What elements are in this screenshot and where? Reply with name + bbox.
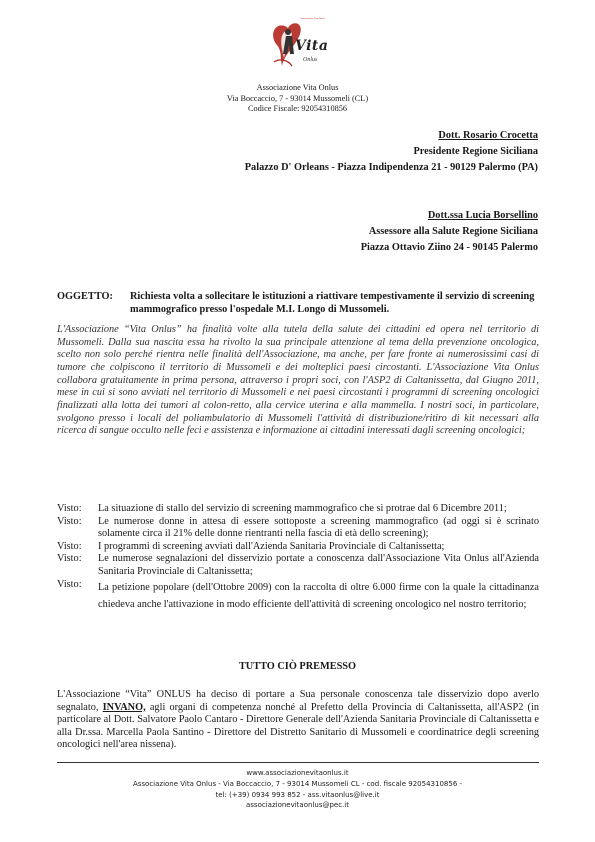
subject-line [57, 291, 539, 316]
visto-text: I programmi di screening avviati dall'Azienda Sanitaria Provinciale di Caltanissetta; [98, 540, 445, 552]
visto-text: La petizione popolare (dell'Ottobre 2009) con la raccolta di oltre 6.000 firme con la quale la cittadinanza chiedeva anche l'attivazione in modo efficiente dell'attività di screening oncologico nel nostro territorio; [98, 581, 539, 611]
visto-item [57, 553, 539, 578]
visto-label: Visto: [57, 540, 82, 552]
recipient-assessor [361, 208, 538, 255]
footer-pec: associazionevitaonlus@pec.it [246, 801, 349, 810]
final-text-before: L'Associazione “Vita” ONLUS ha deciso di portare a Sua personale conoscenza tale disservizio dopo averlo segnalato, [57, 689, 539, 713]
visto-item [57, 579, 539, 614]
logo-subtext: Onlus [303, 57, 318, 63]
visto-list [57, 503, 539, 614]
subject-text: Richiesta volta a sollecitare le istituzioni a riattivare tempestivamente il servizio di screening mammografico presso l'ospedale M.I. Longo di Mussomeli. [130, 291, 535, 315]
final-paragraph [57, 689, 539, 752]
visto-item [57, 541, 539, 554]
footer [0, 768, 595, 811]
final-text-after: agli organi di competenza nonché al Prefetto della Provincia di Caltanissetta, all'ASP2 (in particolare al Dott. Salvatore Paolo Cantaro - Direttore Generale dell'Azienda Sanitaria Provinciale di Caltanissetta e alla Dr.ssa. Marcella Paola Santino - Direttore del Distretto Sanitario di Mussomeli e coordinatrice degli screening oncologici nell'area nissena). [57, 701, 539, 751]
visto-text: Le numerose segnalazioni del disservizio portate a conoscenza dall'Associazione Vita Onlus all'Azienda Sanitaria Provinciale di Caltanissetta; [98, 553, 539, 577]
visto-item [57, 516, 539, 541]
visto-label: Visto: [57, 503, 82, 514]
visto-label: Visto: [57, 515, 82, 527]
footer-address: Associazione Vita Onlus - Via Boccaccio, 7 - 93014 Mussomeli CL - cod. fiscale 92054310856 - [132, 779, 463, 788]
footer-divider [57, 762, 539, 763]
recipient-name: Dott.ssa Lucia Borsellino [427, 210, 538, 221]
sender-block [0, 83, 595, 115]
recipient-address: Palazzo D' Orleans - Piazza Indipendenza 21 - 90129 Palermo (PA) [244, 161, 538, 173]
recipient-president [245, 128, 538, 175]
sender-name: Associazione Vita Onlus [256, 83, 339, 92]
sender-address: Via Boccaccio, 7 - 93014 Mussomeli (CL) [226, 93, 369, 103]
visto-item [57, 503, 539, 516]
intro-paragraph: L'Associazione “Vita Onlus” ha finalità volte alla tutela della salute dei cittadini ed opera nel territorio di Mussomeli. Dalla sua nascita essa ha rivolto la sua principale attenzione al tema della prevenzione oncologica, scelto non solo perché rientra nelle finalità dell'Associazione, ma anche, per fare fronte ai numerosissimi casi di tumore che colpiscono il territorio di Mussomeli e dei molteplici paesi circostanti. L'Associazione Vita Onlus collabora gratuitamente in prima persona, attraverso i propri soci, con l'ASP2 di Caltanissetta, dal Giugno 2011, mese in cui si sono avviati nel territorio di Mussomeli e nei paesi circostanti i programmi di screening oncologici finalizzati alla lotta dei tumori al colon-retto, alla cervice uterina e alla mammella. I nostri soci, in particolare, svolgono presso i locali del poliambulatorio di Mussomeli l'attività di distribuzione/ritiro di kit necessari alla ricerca di sangue occulto nelle feci e assistenza e informazione ai cittadini interessati dagli screening oncologici; [57, 324, 539, 437]
footer-contacts: tel: (+39) 0934 993 852 - ass.vitaonlus@live.it [215, 790, 380, 799]
recipient-name: Dott. Rosario Crocetta [438, 130, 538, 141]
visto-text: Le numerose donne in attesa di essere sottoposte a screening mammografico (ad oggi si è scrinato solamente circa il 21% delle donne rientranti nella fascia di età dello screening); [98, 515, 539, 540]
sender-tax-code: Codice Fiscale: 92054310856 [247, 104, 348, 114]
logo-wordmark: Vita [295, 38, 329, 54]
recipient-role: Assessore alla Salute Regione Siciliana [368, 225, 538, 237]
final-emphasis: INVANO, [102, 701, 146, 713]
logo-tiny-text: Associazione Vita Onlus [300, 17, 325, 20]
visto-text: La situazione di stallo del servizio di screening mammografico che si protrae dal 6 Dicembre 2011; [98, 503, 507, 514]
footer-website: www.associazionevitaonlus.it [246, 769, 349, 777]
visto-label: Visto: [57, 553, 82, 565]
recipient-role: Presidente Regione Siciliana [413, 145, 538, 157]
subject-label: OGGETTO: [57, 291, 113, 302]
recipient-address: Piazza Ottavio Ziino 24 - 90145 Palermo [360, 241, 538, 253]
visto-label: Visto: [57, 578, 82, 590]
premesso-heading: TUTTO CIÒ PREMESSO [238, 661, 357, 672]
